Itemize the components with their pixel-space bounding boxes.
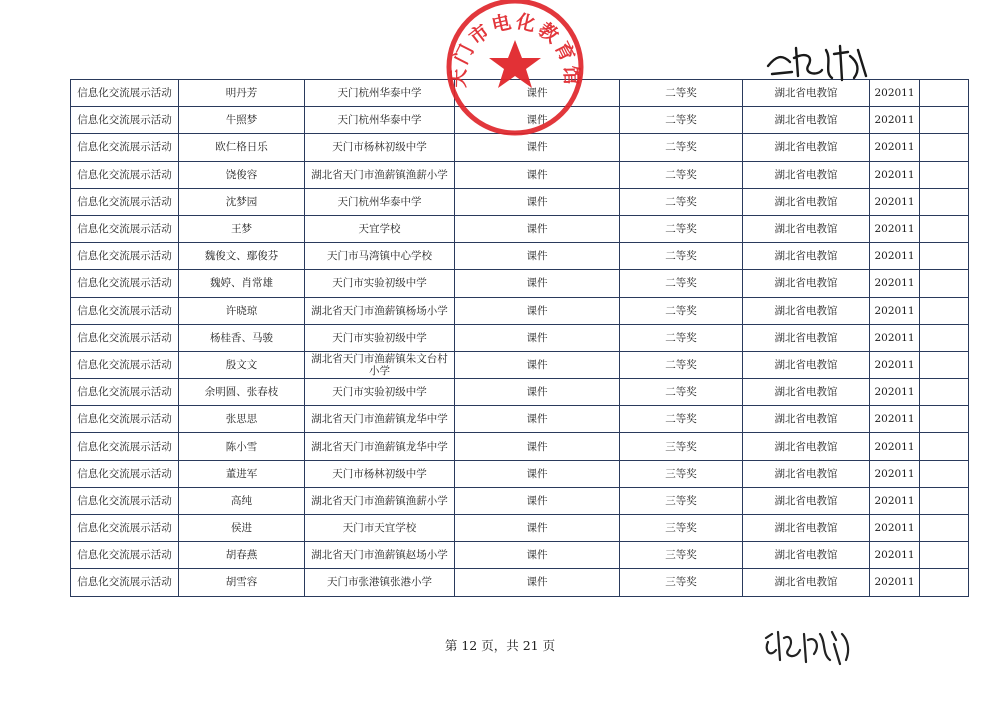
cell-award: 二等奖 [620, 80, 743, 107]
cell-type: 课件 [455, 188, 620, 215]
cell-school: 天门杭州华泰中学 [305, 188, 455, 215]
cell-school: 天门市马湾镇中心学校 [305, 243, 455, 270]
cell-organizer: 湖北省电教馆 [743, 406, 870, 433]
cell-activity: 信息化交流展示活动 [71, 161, 179, 188]
cell-type: 课件 [455, 542, 620, 569]
cell-activity: 信息化交流展示活动 [71, 134, 179, 161]
cell-name: 董进军 [179, 460, 305, 487]
cell-blank [920, 487, 969, 514]
cell-type: 课件 [455, 460, 620, 487]
cell-organizer: 湖北省电教馆 [743, 243, 870, 270]
official-seal [440, 0, 590, 142]
cell-blank [920, 134, 969, 161]
table-row [71, 324, 969, 351]
cell-code: 202011 [870, 107, 920, 134]
cell-award: 二等奖 [620, 270, 743, 297]
cell-award: 二等奖 [620, 297, 743, 324]
cell-activity: 信息化交流展示活动 [71, 351, 179, 378]
cell-activity: 信息化交流展示活动 [71, 406, 179, 433]
signature-top [762, 36, 872, 84]
cell-activity: 信息化交流展示活动 [71, 433, 179, 460]
cell-blank [920, 270, 969, 297]
cell-organizer: 湖北省电教馆 [743, 460, 870, 487]
table-row [71, 569, 969, 596]
cell-name: 魏婷、肖常雄 [179, 270, 305, 297]
cell-type: 课件 [455, 433, 620, 460]
cell-activity: 信息化交流展示活动 [71, 80, 179, 107]
cell-school: 湖北省天门市渔薪镇龙华中学 [305, 433, 455, 460]
cell-activity: 信息化交流展示活动 [71, 243, 179, 270]
cell-activity: 信息化交流展示活动 [71, 324, 179, 351]
cell-type: 课件 [455, 487, 620, 514]
cell-name: 杨桂香、马骏 [179, 324, 305, 351]
table-row [71, 433, 969, 460]
cell-name: 魏俊文、鄢俊芬 [179, 243, 305, 270]
cell-type: 课件 [455, 80, 620, 107]
cell-blank [920, 188, 969, 215]
cell-code: 202011 [870, 270, 920, 297]
cell-activity: 信息化交流展示活动 [71, 379, 179, 406]
cell-blank [920, 433, 969, 460]
table-row [71, 379, 969, 406]
cell-name: 饶俊容 [179, 161, 305, 188]
cell-name: 沈梦园 [179, 188, 305, 215]
cell-award: 二等奖 [620, 107, 743, 134]
cell-name: 明丹芳 [179, 80, 305, 107]
cell-school: 天门市实验初级中学 [305, 379, 455, 406]
cell-school: 湖北省天门市渔薪镇渔薪小学 [305, 161, 455, 188]
cell-name: 侯进 [179, 515, 305, 542]
page-suffix: 页 [542, 638, 556, 653]
cell-organizer: 湖北省电教馆 [743, 433, 870, 460]
cell-blank [920, 297, 969, 324]
cell-code: 202011 [870, 542, 920, 569]
cell-award: 二等奖 [620, 406, 743, 433]
cell-code: 202011 [870, 188, 920, 215]
table-row [71, 542, 969, 569]
cell-award: 三等奖 [620, 542, 743, 569]
table-row [71, 161, 969, 188]
page-prefix: 第 [444, 638, 458, 653]
cell-blank [920, 569, 969, 596]
cell-award: 三等奖 [620, 569, 743, 596]
cell-code: 202011 [870, 433, 920, 460]
seal-star-icon [489, 40, 541, 88]
cell-name: 胡雪容 [179, 569, 305, 596]
cell-school: 天门市天宜学校 [305, 515, 455, 542]
cell-organizer: 湖北省电教馆 [743, 270, 870, 297]
cell-name: 王梦 [179, 215, 305, 242]
cell-code: 202011 [870, 134, 920, 161]
cell-school: 湖北省天门市渔薪镇杨场小学 [305, 297, 455, 324]
cell-school: 天门市实验初级中学 [305, 270, 455, 297]
cell-blank [920, 379, 969, 406]
cell-organizer: 湖北省电教馆 [743, 297, 870, 324]
cell-activity: 信息化交流展示活动 [71, 107, 179, 134]
cell-organizer: 湖北省电教馆 [743, 134, 870, 161]
cell-blank [920, 80, 969, 107]
cell-organizer: 湖北省电教馆 [743, 487, 870, 514]
cell-award: 二等奖 [620, 134, 743, 161]
cell-code: 202011 [870, 351, 920, 378]
page-current: 12 [461, 638, 478, 653]
cell-activity: 信息化交流展示活动 [71, 188, 179, 215]
cell-school: 天门市实验初级中学 [305, 324, 455, 351]
cell-code: 202011 [870, 379, 920, 406]
cell-name: 高纯 [179, 487, 305, 514]
cell-type: 课件 [455, 297, 620, 324]
cell-code: 202011 [870, 215, 920, 242]
cell-blank [920, 515, 969, 542]
cell-organizer: 湖北省电教馆 [743, 542, 870, 569]
cell-type: 课件 [455, 515, 620, 542]
awards-table-body [71, 80, 969, 597]
cell-name: 陈小雪 [179, 433, 305, 460]
cell-activity: 信息化交流展示活动 [71, 297, 179, 324]
cell-school: 天门杭州华泰中学 [305, 107, 455, 134]
cell-name: 张思思 [179, 406, 305, 433]
cell-school: 湖北省天门市渔薪镇龙华中学 [305, 406, 455, 433]
page-number [0, 636, 1000, 654]
cell-award: 二等奖 [620, 379, 743, 406]
cell-activity: 信息化交流展示活动 [71, 460, 179, 487]
cell-type: 课件 [455, 161, 620, 188]
table-row [71, 188, 969, 215]
table-row [71, 297, 969, 324]
cell-organizer: 湖北省电教馆 [743, 324, 870, 351]
cell-award: 二等奖 [620, 351, 743, 378]
cell-code: 202011 [870, 487, 920, 514]
cell-blank [920, 107, 969, 134]
page-mid: 页，共 [481, 638, 519, 653]
table-row [71, 215, 969, 242]
cell-type: 课件 [455, 134, 620, 161]
cell-blank [920, 215, 969, 242]
cell-school: 天门市杨林初级中学 [305, 460, 455, 487]
cell-school: 天门市杨林初级中学 [305, 134, 455, 161]
table-row [71, 515, 969, 542]
table-row [71, 460, 969, 487]
cell-award: 三等奖 [620, 515, 743, 542]
cell-organizer: 湖北省电教馆 [743, 351, 870, 378]
cell-organizer: 湖北省电教馆 [743, 379, 870, 406]
cell-activity: 信息化交流展示活动 [71, 487, 179, 514]
cell-activity: 信息化交流展示活动 [71, 542, 179, 569]
cell-award: 二等奖 [620, 324, 743, 351]
cell-school: 天门杭州华泰中学 [305, 80, 455, 107]
cell-code: 202011 [870, 460, 920, 487]
cell-organizer: 湖北省电教馆 [743, 80, 870, 107]
cell-school: 湖北省天门市渔薪镇赵场小学 [305, 542, 455, 569]
table-row [71, 243, 969, 270]
cell-blank [920, 161, 969, 188]
cell-organizer: 湖北省电教馆 [743, 515, 870, 542]
table-row [71, 406, 969, 433]
cell-activity: 信息化交流展示活动 [71, 515, 179, 542]
cell-code: 202011 [870, 569, 920, 596]
cell-organizer: 湖北省电教馆 [743, 188, 870, 215]
cell-type: 课件 [455, 243, 620, 270]
cell-type: 课件 [455, 351, 620, 378]
cell-blank [920, 351, 969, 378]
cell-type: 课件 [455, 569, 620, 596]
svg-text:天门市电化教育馆: 天门市电化教育馆 [447, 10, 583, 89]
cell-type: 课件 [455, 215, 620, 242]
cell-award: 三等奖 [620, 460, 743, 487]
cell-award: 二等奖 [620, 243, 743, 270]
cell-type: 课件 [455, 406, 620, 433]
cell-organizer: 湖北省电教馆 [743, 107, 870, 134]
cell-code: 202011 [870, 161, 920, 188]
cell-name: 殷文文 [179, 351, 305, 378]
cell-blank [920, 460, 969, 487]
cell-type: 课件 [455, 379, 620, 406]
cell-name: 欧仁格日乐 [179, 134, 305, 161]
cell-activity: 信息化交流展示活动 [71, 569, 179, 596]
cell-blank [920, 406, 969, 433]
cell-code: 202011 [870, 406, 920, 433]
cell-blank [920, 324, 969, 351]
cell-code: 202011 [870, 243, 920, 270]
cell-blank [920, 243, 969, 270]
cell-name: 余明圆、张春枝 [179, 379, 305, 406]
table-row [71, 487, 969, 514]
page-total: 21 [522, 638, 539, 653]
cell-school: 湖北省天门市渔薪镇朱文台村小学 [305, 351, 455, 378]
cell-activity: 信息化交流展示活动 [71, 270, 179, 297]
cell-name: 许晓琼 [179, 297, 305, 324]
cell-school: 湖北省天门市渔薪镇渔薪小学 [305, 487, 455, 514]
cell-code: 202011 [870, 297, 920, 324]
cell-blank [920, 542, 969, 569]
cell-award: 二等奖 [620, 188, 743, 215]
cell-school: 天门市张港镇张港小学 [305, 569, 455, 596]
awards-table [70, 79, 969, 597]
cell-organizer: 湖北省电教馆 [743, 569, 870, 596]
cell-activity: 信息化交流展示活动 [71, 215, 179, 242]
cell-award: 二等奖 [620, 161, 743, 188]
cell-name: 胡春燕 [179, 542, 305, 569]
cell-type: 课件 [455, 270, 620, 297]
cell-code: 202011 [870, 324, 920, 351]
cell-school: 天宜学校 [305, 215, 455, 242]
cell-organizer: 湖北省电教馆 [743, 215, 870, 242]
cell-award: 二等奖 [620, 215, 743, 242]
cell-award: 三等奖 [620, 433, 743, 460]
cell-organizer: 湖北省电教馆 [743, 161, 870, 188]
table-row [71, 351, 969, 378]
cell-type: 课件 [455, 107, 620, 134]
cell-name: 牛照梦 [179, 107, 305, 134]
cell-award: 三等奖 [620, 487, 743, 514]
cell-code: 202011 [870, 515, 920, 542]
cell-type: 课件 [455, 324, 620, 351]
cell-code: 202011 [870, 80, 920, 107]
table-row [71, 270, 969, 297]
